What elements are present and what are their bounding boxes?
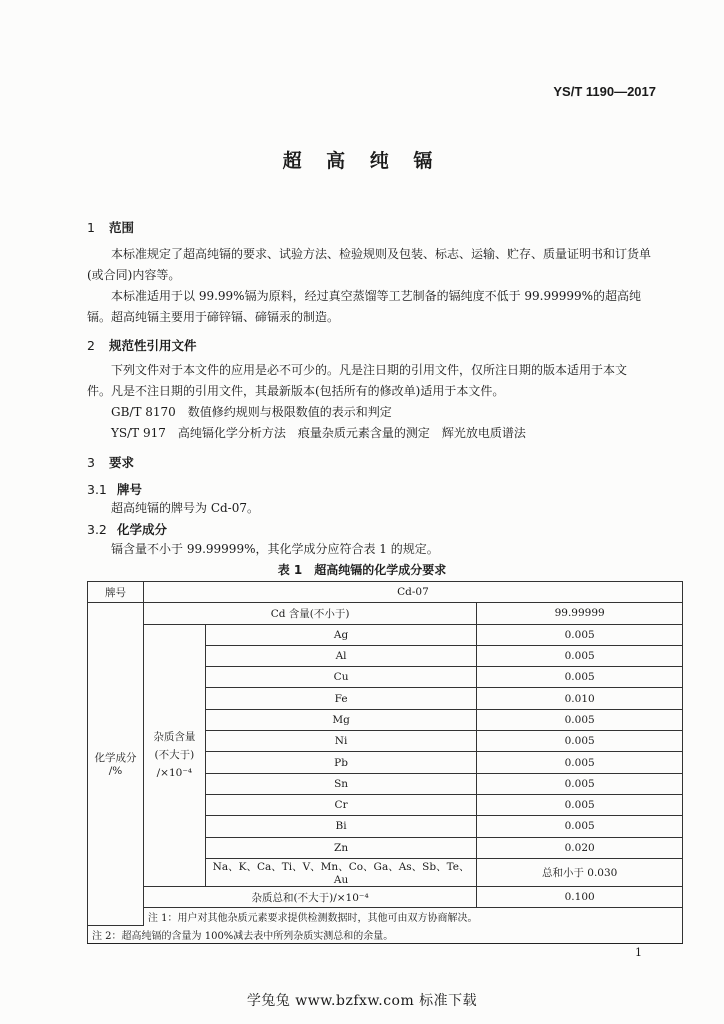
- section-3-1-heading: [87, 480, 142, 498]
- impurity-value: 0.005: [477, 773, 683, 794]
- section-1-heading: [87, 218, 134, 236]
- footer-watermark: 学兔兔 www.bzfxw.com 标准下载: [246, 993, 478, 1009]
- section-3-1-text: 超高纯镉的牌号为 Cd-07。: [111, 501, 260, 515]
- standard-number: YS/T 1190—2017: [553, 84, 656, 99]
- impurity-value: 0.005: [477, 794, 683, 815]
- impurity-label-line: (不大于): [154, 749, 195, 762]
- section-number: 3: [87, 455, 95, 470]
- composition-label: [88, 603, 144, 925]
- section-title: 规范性引用文件: [109, 338, 197, 353]
- impurity-element: Cu: [205, 667, 476, 688]
- impurity-element: Ni: [205, 731, 476, 752]
- page-number: 1: [635, 946, 642, 959]
- table-row: [88, 624, 683, 645]
- composition-label-unit: /%: [108, 765, 123, 778]
- section-number: 3.1: [87, 482, 107, 497]
- section-1-paragraph: [87, 244, 687, 328]
- impurity-element: Cr: [205, 794, 476, 815]
- table-row: [88, 886, 683, 907]
- impurity-element: Mg: [205, 709, 476, 730]
- section-3-heading: [87, 453, 134, 471]
- table-note-1: 注 1：用户对其他杂质元素要求提供检测数据时，其他可由双方协商解决。: [143, 908, 682, 926]
- impurity-value: 0.020: [477, 837, 683, 858]
- page-title: 超 高 纯 镉: [282, 150, 442, 172]
- section-number: 1: [87, 220, 95, 235]
- impurity-value: 0.005: [477, 645, 683, 666]
- section-number: 2: [87, 338, 95, 353]
- text-line: (或合同)内容等。: [87, 268, 181, 282]
- impurity-value: 0.005: [477, 816, 683, 837]
- section-3-2-text: 镉含量不小于 99.99999%，其化学成分应符合表 1 的规定。: [111, 542, 439, 556]
- section-3-2-heading: [87, 520, 167, 538]
- impurity-element: Fe: [205, 688, 476, 709]
- text-line: 件。凡是不注日期的引用文件，其最新版本(包括所有的修改单)适用于本文件。: [87, 384, 505, 398]
- section-title: 范围: [109, 220, 135, 235]
- impurity-element: Na、K、Ca、Ti、V、Mn、Co、Ga、As、Sb、Te、Au: [205, 858, 476, 886]
- grade-value: Cd-07: [143, 582, 682, 603]
- impurity-value: 0.005: [477, 731, 683, 752]
- impurity-value: 0.005: [477, 752, 683, 773]
- table-note-row: [88, 908, 683, 926]
- text-line: 本标准适用于以 99.99%镉为原料，经过真空蒸馏等工艺制备的镉纯度不低于 99.99999%的超高纯: [111, 289, 642, 303]
- impurity-value: 0.005: [477, 667, 683, 688]
- impurity-value: 0.010: [477, 688, 683, 709]
- chemical-composition-table: [87, 581, 683, 944]
- impurity-element: Sn: [205, 773, 476, 794]
- impurity-value: 0.005: [477, 709, 683, 730]
- section-2-heading: [87, 336, 197, 354]
- impurity-label-line: 杂质含量: [153, 731, 196, 744]
- reference-ys-t-917: YS/T 917 高纯镉化学分析方法 痕量杂质元素含量的测定 辉光放电质谱法: [111, 426, 526, 440]
- table-note-row: [88, 925, 683, 943]
- section-title: 要求: [109, 455, 135, 470]
- cd-content-label: Cd 含量(不小于): [143, 603, 476, 624]
- impurity-value: 总和小于 0.030: [477, 858, 683, 886]
- impurity-total-label: 杂质总和(不大于)/×10⁻⁴: [143, 886, 476, 907]
- section-title: 化学成分: [117, 522, 168, 537]
- table-row: [88, 582, 683, 603]
- impurity-value: 0.005: [477, 624, 683, 645]
- impurity-label: [143, 624, 205, 886]
- table-caption: 表 1 超高纯镉的化学成分要求: [277, 563, 447, 577]
- section-title: 牌号: [117, 482, 143, 497]
- impurity-element: Zn: [205, 837, 476, 858]
- section-2-paragraph: [87, 360, 687, 444]
- table-row: [88, 603, 683, 624]
- composition-label-line: 化学成分: [94, 752, 137, 765]
- reference-gb-t-8170: GB/T 8170 数值修约规则与极限数值的表示和判定: [111, 405, 392, 419]
- text-line: 本标准规定了超高纯镉的要求、试验方法、检验规则及包装、标志、运输、贮存、质量证明书和订货单: [111, 247, 652, 261]
- text-line: 镉。超高纯镉主要用于碲锌镉、碲镉汞的制造。: [87, 310, 340, 324]
- impurity-element: Pb: [205, 752, 476, 773]
- cd-content-value: 99.99999: [477, 603, 683, 624]
- impurity-element: Bi: [205, 816, 476, 837]
- impurity-total-value: 0.100: [477, 886, 683, 907]
- grade-label: 牌号: [88, 582, 144, 603]
- impurity-element: Ag: [205, 624, 476, 645]
- section-number: 3.2: [87, 522, 107, 537]
- impurity-element: Al: [205, 645, 476, 666]
- impurity-label-line: /×10⁻⁴: [156, 767, 193, 780]
- table-note-2: 注 2：超高纯镉的含量为 100%减去表中所列杂质实测总和的余量。: [88, 925, 683, 943]
- text-line: 下列文件对于本文件的应用是必不可少的。凡是注日期的引用文件，仅所注日期的版本适用于本文: [111, 363, 628, 377]
